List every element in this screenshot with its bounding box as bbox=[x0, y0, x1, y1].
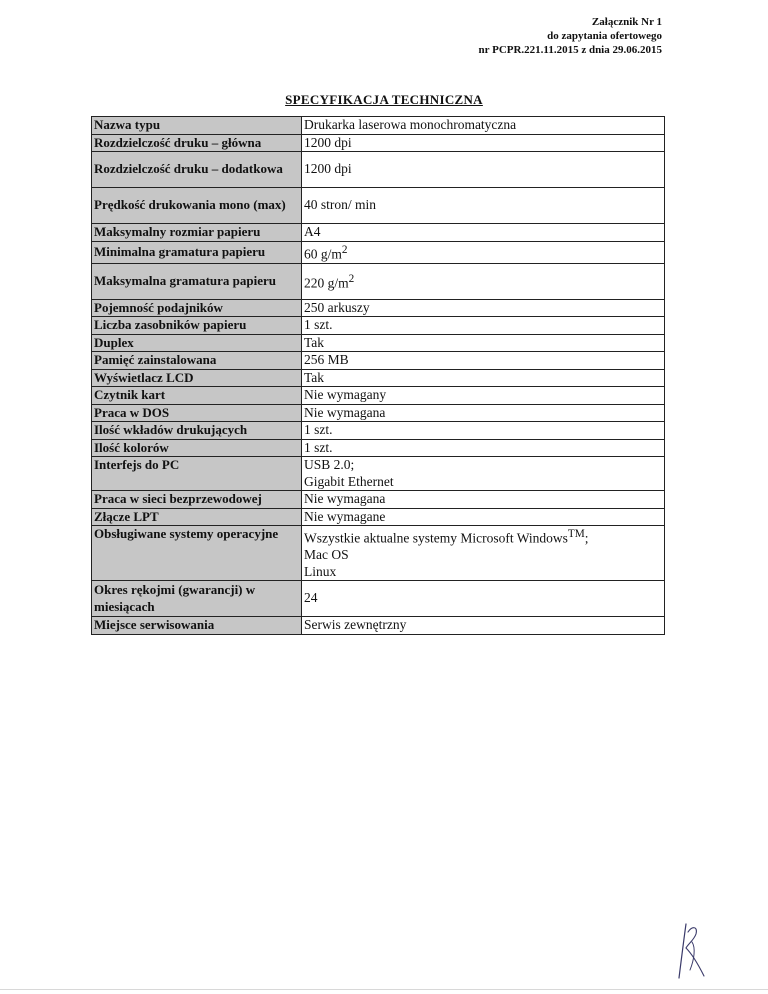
table-row bbox=[92, 241, 665, 263]
table-row bbox=[92, 581, 665, 617]
spec-value: 24 bbox=[302, 581, 665, 617]
spec-label: Okres rękojmi (gwarancji) w miesiącach bbox=[92, 581, 302, 617]
spec-label: Maksymalna gramatura papieru bbox=[92, 263, 302, 299]
attachment-header bbox=[479, 15, 662, 57]
table-row bbox=[92, 117, 665, 135]
spec-label: Nazwa typu bbox=[92, 117, 302, 135]
value-text: Wszystkie aktualne systemy Microsoft Windows bbox=[304, 530, 568, 546]
trademark-mark: TM bbox=[567, 528, 585, 540]
spec-value bbox=[302, 263, 665, 299]
spec-value: A4 bbox=[302, 224, 665, 242]
attachment-case-number: nr PCPR.221.11.2015 z dnia 29.06.2015 bbox=[478, 44, 662, 56]
spec-value: 256 MB bbox=[302, 352, 665, 370]
spec-value: 1 szt. bbox=[302, 317, 665, 335]
spec-label: Pojemność podajników bbox=[92, 299, 302, 317]
value-line bbox=[304, 526, 662, 547]
table-row bbox=[92, 526, 665, 581]
table-row bbox=[92, 387, 665, 405]
table-row bbox=[92, 352, 665, 370]
spec-value: 1 szt. bbox=[302, 439, 665, 457]
spec-value: 40 stron/ min bbox=[302, 188, 665, 224]
table-row bbox=[92, 334, 665, 352]
spec-value: Tak bbox=[302, 334, 665, 352]
spec-label: Pamięć zainstalowana bbox=[92, 352, 302, 370]
spec-value: Tak bbox=[302, 369, 665, 387]
spec-value: Nie wymagany bbox=[302, 387, 665, 405]
table-row bbox=[92, 491, 665, 509]
spec-label: Minimalna gramatura papieru bbox=[92, 241, 302, 263]
table-row bbox=[92, 152, 665, 188]
spec-label: Duplex bbox=[92, 334, 302, 352]
spec-value: Drukarka laserowa monochromatyczna bbox=[302, 117, 665, 135]
table-row bbox=[92, 263, 665, 299]
table-row bbox=[92, 457, 665, 491]
value-line: Gigabit Ethernet bbox=[304, 473, 394, 489]
spec-value: 1200 dpi bbox=[302, 134, 665, 152]
spec-value: 1 szt. bbox=[302, 422, 665, 440]
specification-table bbox=[91, 116, 665, 635]
table-row bbox=[92, 508, 665, 526]
spec-value bbox=[302, 526, 665, 581]
spec-label: Czytnik kart bbox=[92, 387, 302, 405]
spec-label: Rozdzielczość druku – główna bbox=[92, 134, 302, 152]
table-row bbox=[92, 299, 665, 317]
table-row bbox=[92, 422, 665, 440]
spec-label: Praca w DOS bbox=[92, 404, 302, 422]
page-bottom-edge bbox=[0, 989, 768, 990]
value-text: 60 g/m bbox=[304, 246, 342, 261]
document-title: SPECYFIKACJA TECHNICZNA bbox=[285, 92, 483, 107]
spec-value: Nie wymagana bbox=[302, 491, 665, 509]
value-text: 220 g/m bbox=[304, 275, 349, 290]
unit-exponent: 2 bbox=[341, 243, 348, 256]
spec-label: Ilość kolorów bbox=[92, 439, 302, 457]
value-line: Mac OS bbox=[304, 547, 349, 562]
table-row bbox=[92, 369, 665, 387]
spec-label: Złącze LPT bbox=[92, 508, 302, 526]
spec-value: Serwis zewnętrzny bbox=[302, 617, 665, 635]
value-text: ; bbox=[584, 530, 589, 546]
spec-label: Wyświetlacz LCD bbox=[92, 369, 302, 387]
value-line: USB 2.0; bbox=[304, 457, 355, 472]
spec-label: Miejsce serwisowania bbox=[92, 617, 302, 635]
table-row bbox=[92, 317, 665, 335]
spec-label: Maksymalny rozmiar papieru bbox=[92, 224, 302, 242]
spec-label: Ilość wkładów drukujących bbox=[92, 422, 302, 440]
spec-label: Praca w sieci bezprzewodowej bbox=[92, 491, 302, 509]
unit-exponent: 2 bbox=[348, 272, 355, 285]
table-row bbox=[92, 224, 665, 242]
attachment-number: Załącznik Nr 1 bbox=[591, 16, 662, 28]
spec-value: Nie wymagana bbox=[302, 404, 665, 422]
table-row bbox=[92, 188, 665, 224]
spec-label: Interfejs do PC bbox=[92, 457, 302, 491]
spec-value bbox=[302, 457, 665, 491]
table-row bbox=[92, 404, 665, 422]
spec-label: Prędkość drukowania mono (max) bbox=[92, 188, 302, 224]
value-line: Linux bbox=[304, 563, 337, 579]
spec-label: Obsługiwane systemy operacyjne bbox=[92, 526, 302, 581]
table-row bbox=[92, 134, 665, 152]
spec-label: Liczba zasobników papieru bbox=[92, 317, 302, 335]
spec-value bbox=[302, 241, 665, 263]
spec-label: Rozdzielczość druku – dodatkowa bbox=[92, 152, 302, 188]
handwritten-initials bbox=[674, 920, 708, 982]
table-row bbox=[92, 617, 665, 635]
spec-value: 1200 dpi bbox=[302, 152, 665, 188]
table-row bbox=[92, 439, 665, 457]
attachment-reference: do zapytania ofertowego bbox=[547, 30, 662, 42]
spec-value: 250 arkuszy bbox=[302, 299, 665, 317]
spec-value: Nie wymagane bbox=[302, 508, 665, 526]
